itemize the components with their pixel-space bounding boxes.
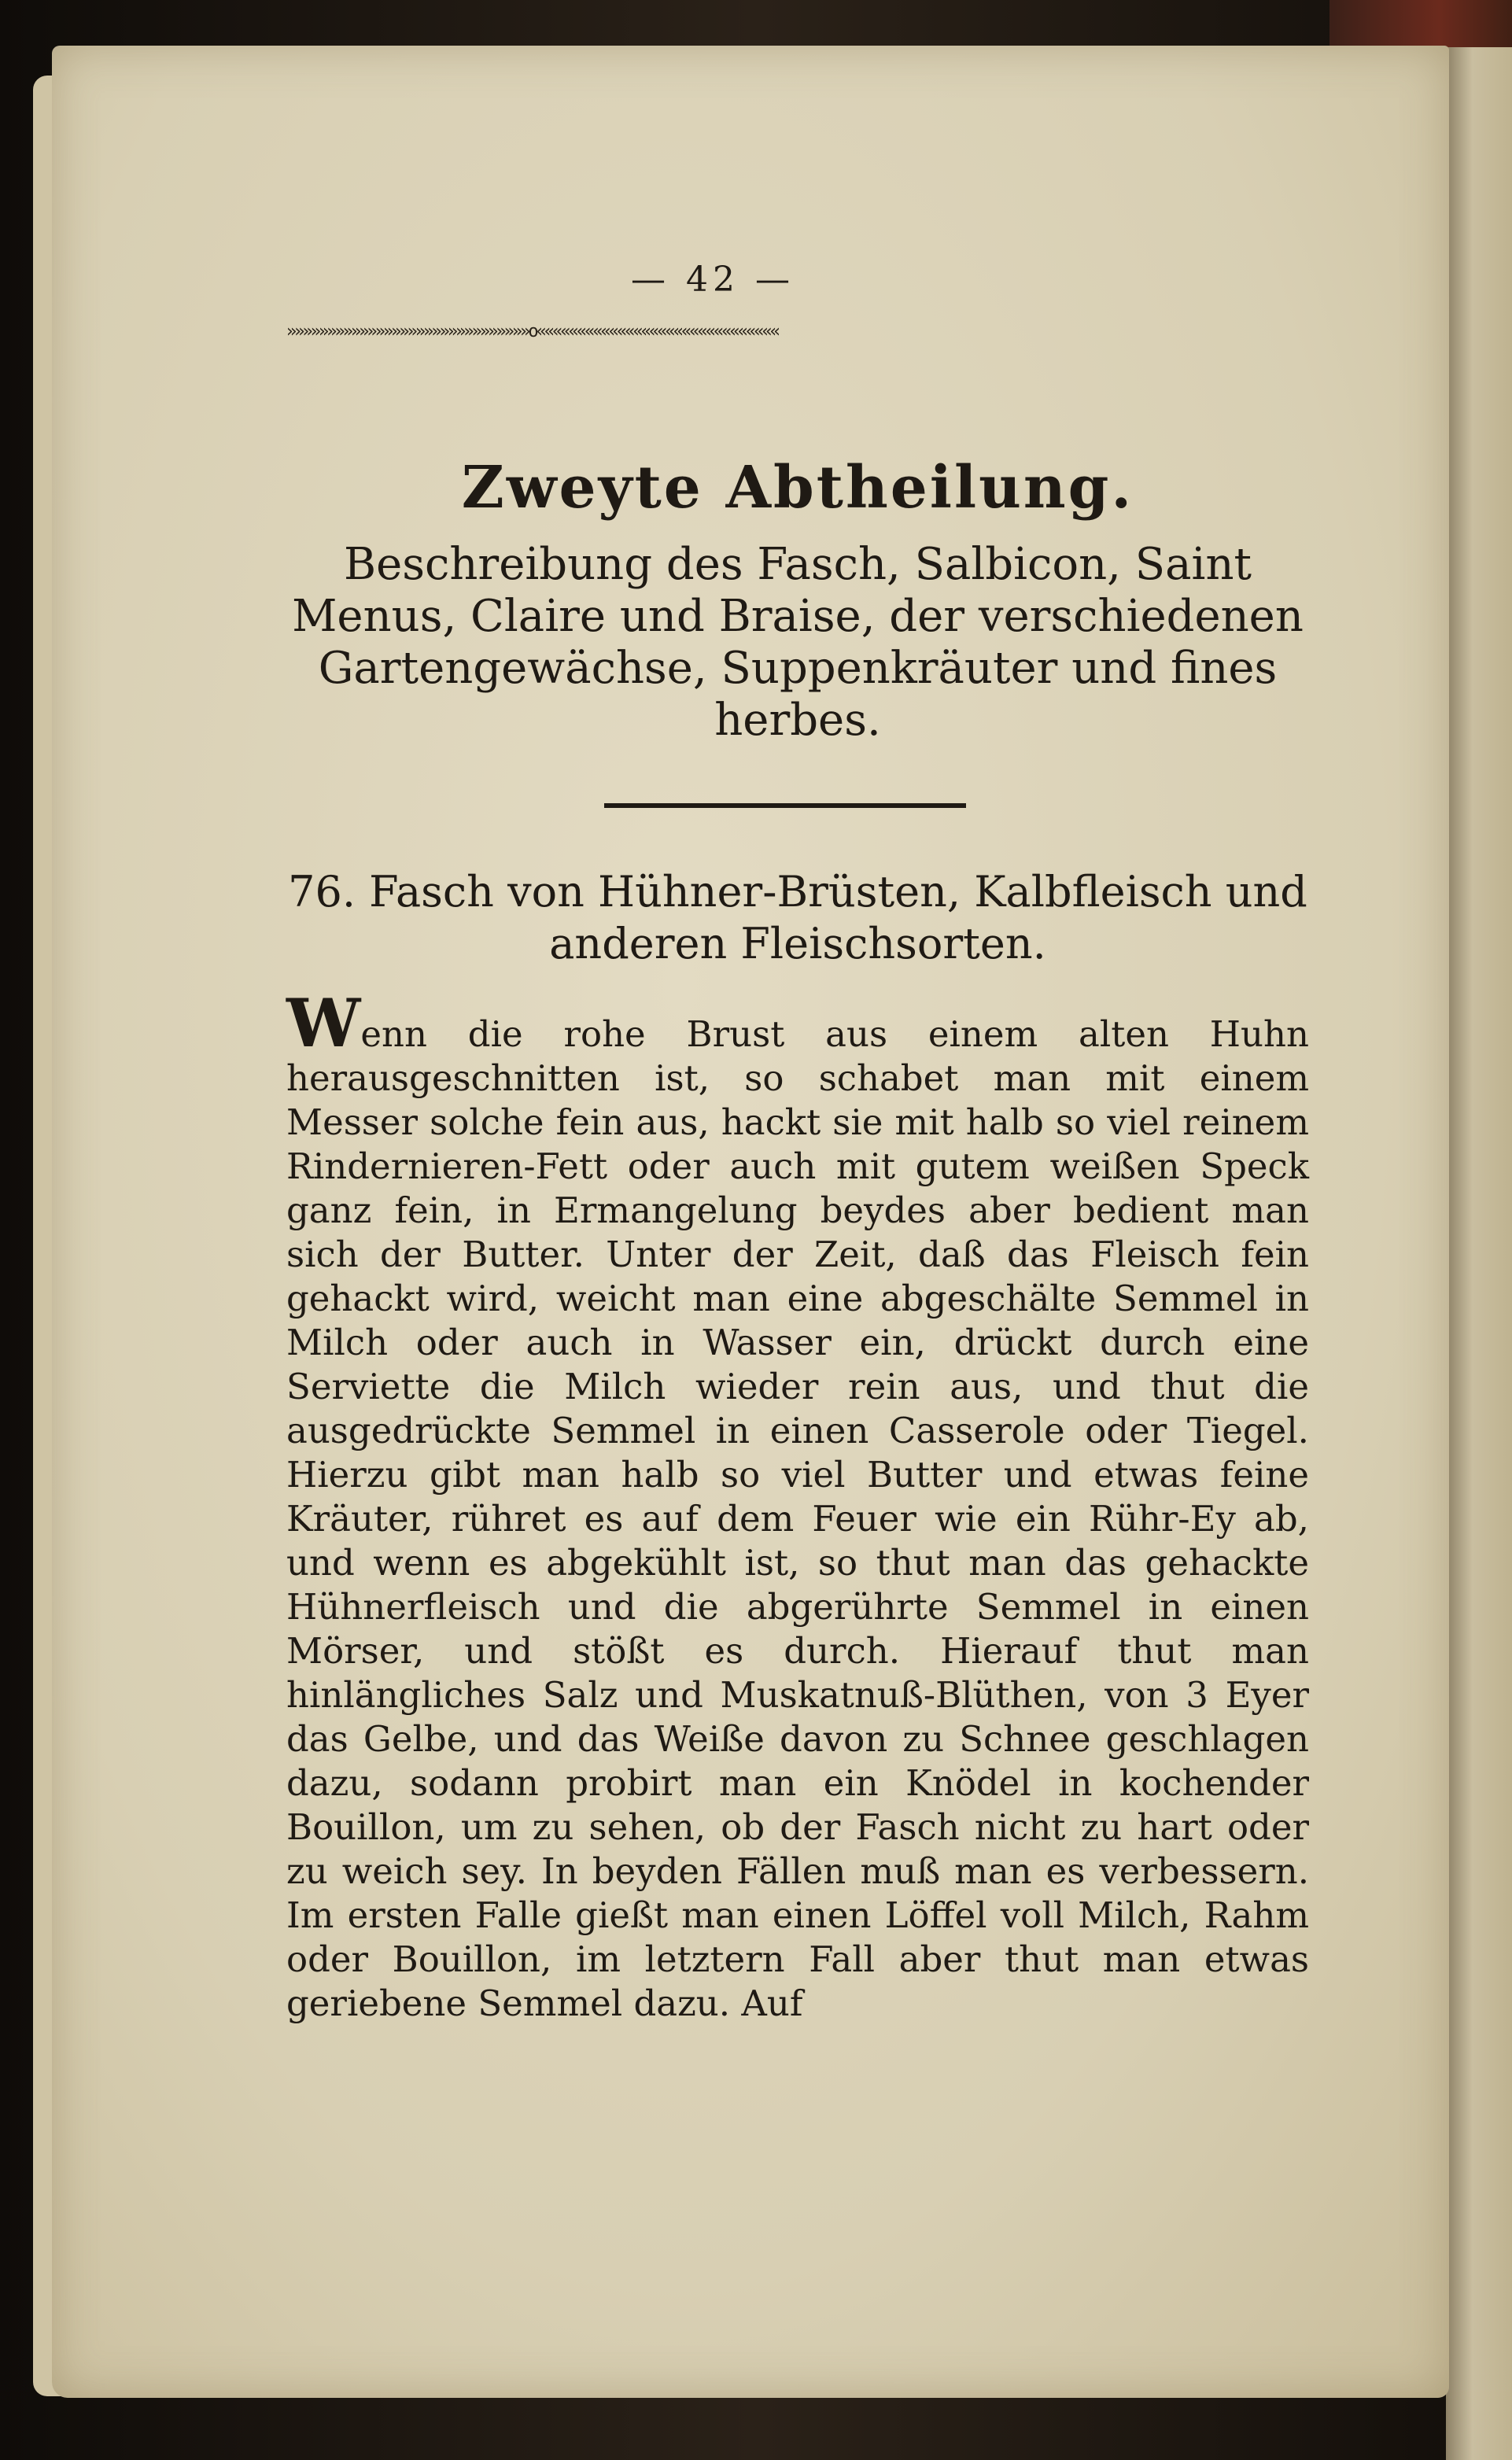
- recipe-heading: 76. Fasch von Hühner-Brüsten, Kalbfleisch und anderen Fleischsorten.: [288, 867, 1307, 968]
- title-divider: [604, 803, 966, 808]
- binding-corner: [1329, 0, 1512, 47]
- drop-cap: W: [286, 984, 361, 1062]
- page-number: — 42 —: [631, 260, 795, 300]
- adjacent-page-edge: [1446, 47, 1512, 2460]
- recipe-body: [286, 984, 1309, 2026]
- section-title: Zweyte Abtheilung.: [461, 454, 1134, 522]
- ornamental-rule: »»»»»»»»»»»»»»»»»»»»»»»»»»»»»»o««««««««««««««««««««««««««««««: [286, 322, 778, 341]
- section-subtitle: Beschreibung des Fasch, Salbicon, Saint Menus, Claire und Braise, der verschiedenen Gartengewächse, Suppenkräuter und fines herbes.: [292, 539, 1304, 746]
- page-text-column: [286, 260, 1309, 2026]
- recipe-body-text: enn die rohe Brust aus einem alten Huhn herausgeschnitten ist, so schabet man mit einem Messer solche fein aus, hackt sie mit halb so viel reinem Rindernieren-Fett oder auch mit gutem weißen Speck ganz fein, in Ermangelung beydes aber bedient man sich der Butter. Unter der Zeit, daß das Fleisch fein gehackt wird, weicht man eine abgeschälte Semmel in Milch oder auch in Wasser ein, drückt durch eine Serviette die Milch wieder rein aus, und thut die ausgedrückte Semmel in einen Casserole oder Tiegel. Hierzu gibt man halb so viel Butter und etwas feine Kräuter, rühret es auf dem Feuer wie ein Rühr-Ey ab, und wenn es abgekühlt ist, so thut man das gehackte Hühnerfleisch und die abgerührte Semmel in einen Mörser, und stößt es durch. Hierauf thut man hinlängliches Salz und Muskatnuß-Blüthen, von 3 Eyer das Gelbe, und das Weiße davon zu Schnee geschlagen dazu, sodann probirt man ein Knödel in kochender Bouillon, um zu sehen, ob der Fasch nicht zu hart oder zu weich sey. In beyden Fällen muß man es verbessern. Im ersten Falle gießt man einen Löffel voll Milch, Rahm oder Bouillon, im letztern Fall aber thut man etwas geriebene Semmel dazu. Auf: [286, 1013, 1309, 2024]
